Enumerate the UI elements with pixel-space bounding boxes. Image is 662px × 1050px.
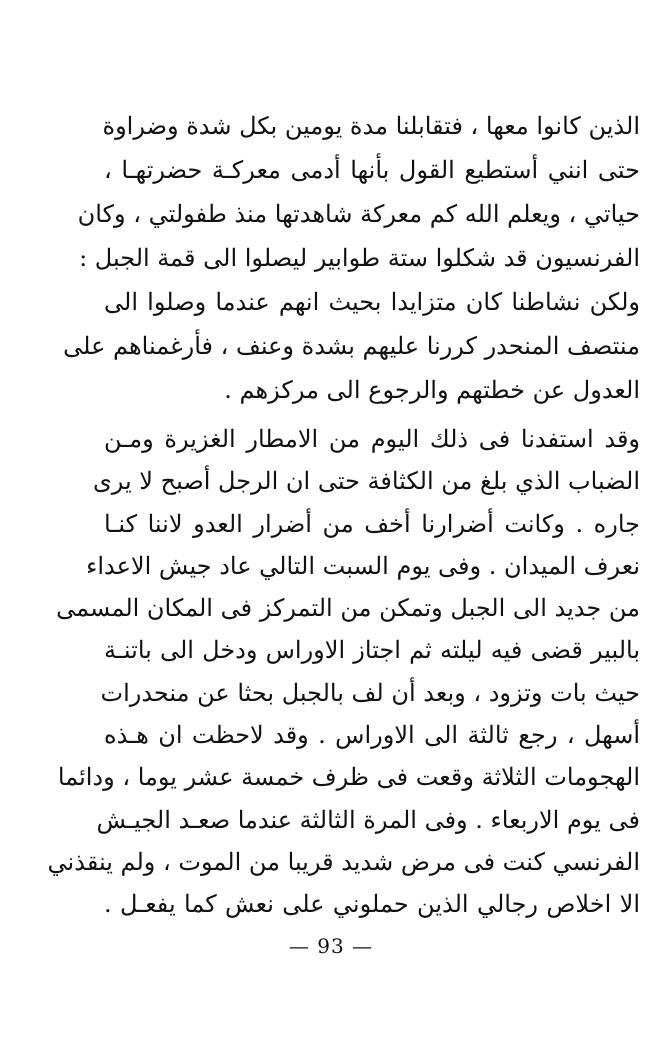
- paragraph-line: نعرف الميدان . وفى يوم السبت التالي عاد جيش الاعداء: [86, 551, 640, 580]
- paragraph-line: حياتي ، ويعلم الله كم معركة شاهدتها منذ طفولتي ، وكان: [77, 200, 640, 228]
- paragraph-line: حيث بات وتزود ، وبعد أن لف بالجبل بحثا عن منحدرات: [100, 678, 640, 707]
- paragraph-1: [63, 104, 640, 412]
- paragraph-line: أسهل ، رجع ثالثة الى الاوراس . وقد لاحظت ان هـذه: [104, 721, 640, 750]
- paragraph-line: الذين كانوا معها ، فتقابلنا مدة يومين بكل شدة وضراوة: [102, 112, 640, 140]
- paragraph-line: الهجومات الثلاثة وقعت فى ظرف خمسة عشر يوما ، ودائما: [57, 763, 640, 792]
- paragraph-line: العدول عن خطتهم والرجوع الى مركزهم .: [224, 376, 640, 404]
- paragraph-line: جاره . وكانت أضرارنا أخف من أضرار العدو لاننا كنـا: [104, 509, 640, 538]
- paragraph-2: [47, 418, 640, 926]
- paragraph-line: بالبير قضى فيه ليلته ثم اجتاز الاوراس ودخل الى باتنـة: [104, 636, 640, 665]
- page-number: — 93 —: [288, 934, 374, 958]
- paragraph-line: وقد استفدنا فى ذلك اليوم من الامطار الغزيرة ومـن: [104, 425, 640, 453]
- paragraph-line: من جديد الى الجبل وتمكن من التمركز فى المكان المسمى: [56, 594, 640, 623]
- paragraph-line: حتى انني أستطيع القول بأنها أدمى معركـة حضرتهـا ،: [104, 156, 640, 184]
- paragraph-line: الضباب الذي بلغ من الكثافة حتى ان الرجل أصبح لا يرى: [92, 467, 640, 496]
- paragraph-line: منتصف المنحدر كررنا عليهم بشدة وعنف ، فأرغمناهم على: [63, 332, 640, 360]
- paragraph-line: الا اخلاص رجالي الذين حملوني على نعش كما يفعـل .: [104, 890, 640, 919]
- paragraph-line: الفرنسيون قد شكلوا ستة طوابير ليصلوا الى قمة الجبل :: [79, 244, 640, 272]
- paragraph-line: ولكن نشاطنا كان متزايدا بحيث انهم عندما وصلوا الى: [104, 288, 640, 316]
- paragraph-line: الفرنسي كنت فى مرض شديد قريبا من الموت ، ولم ينقذني: [47, 847, 640, 876]
- paragraph-line: فى يوم الاربعاء . وفى المرة الثالثة عندما صعـد الجيـش: [96, 805, 640, 834]
